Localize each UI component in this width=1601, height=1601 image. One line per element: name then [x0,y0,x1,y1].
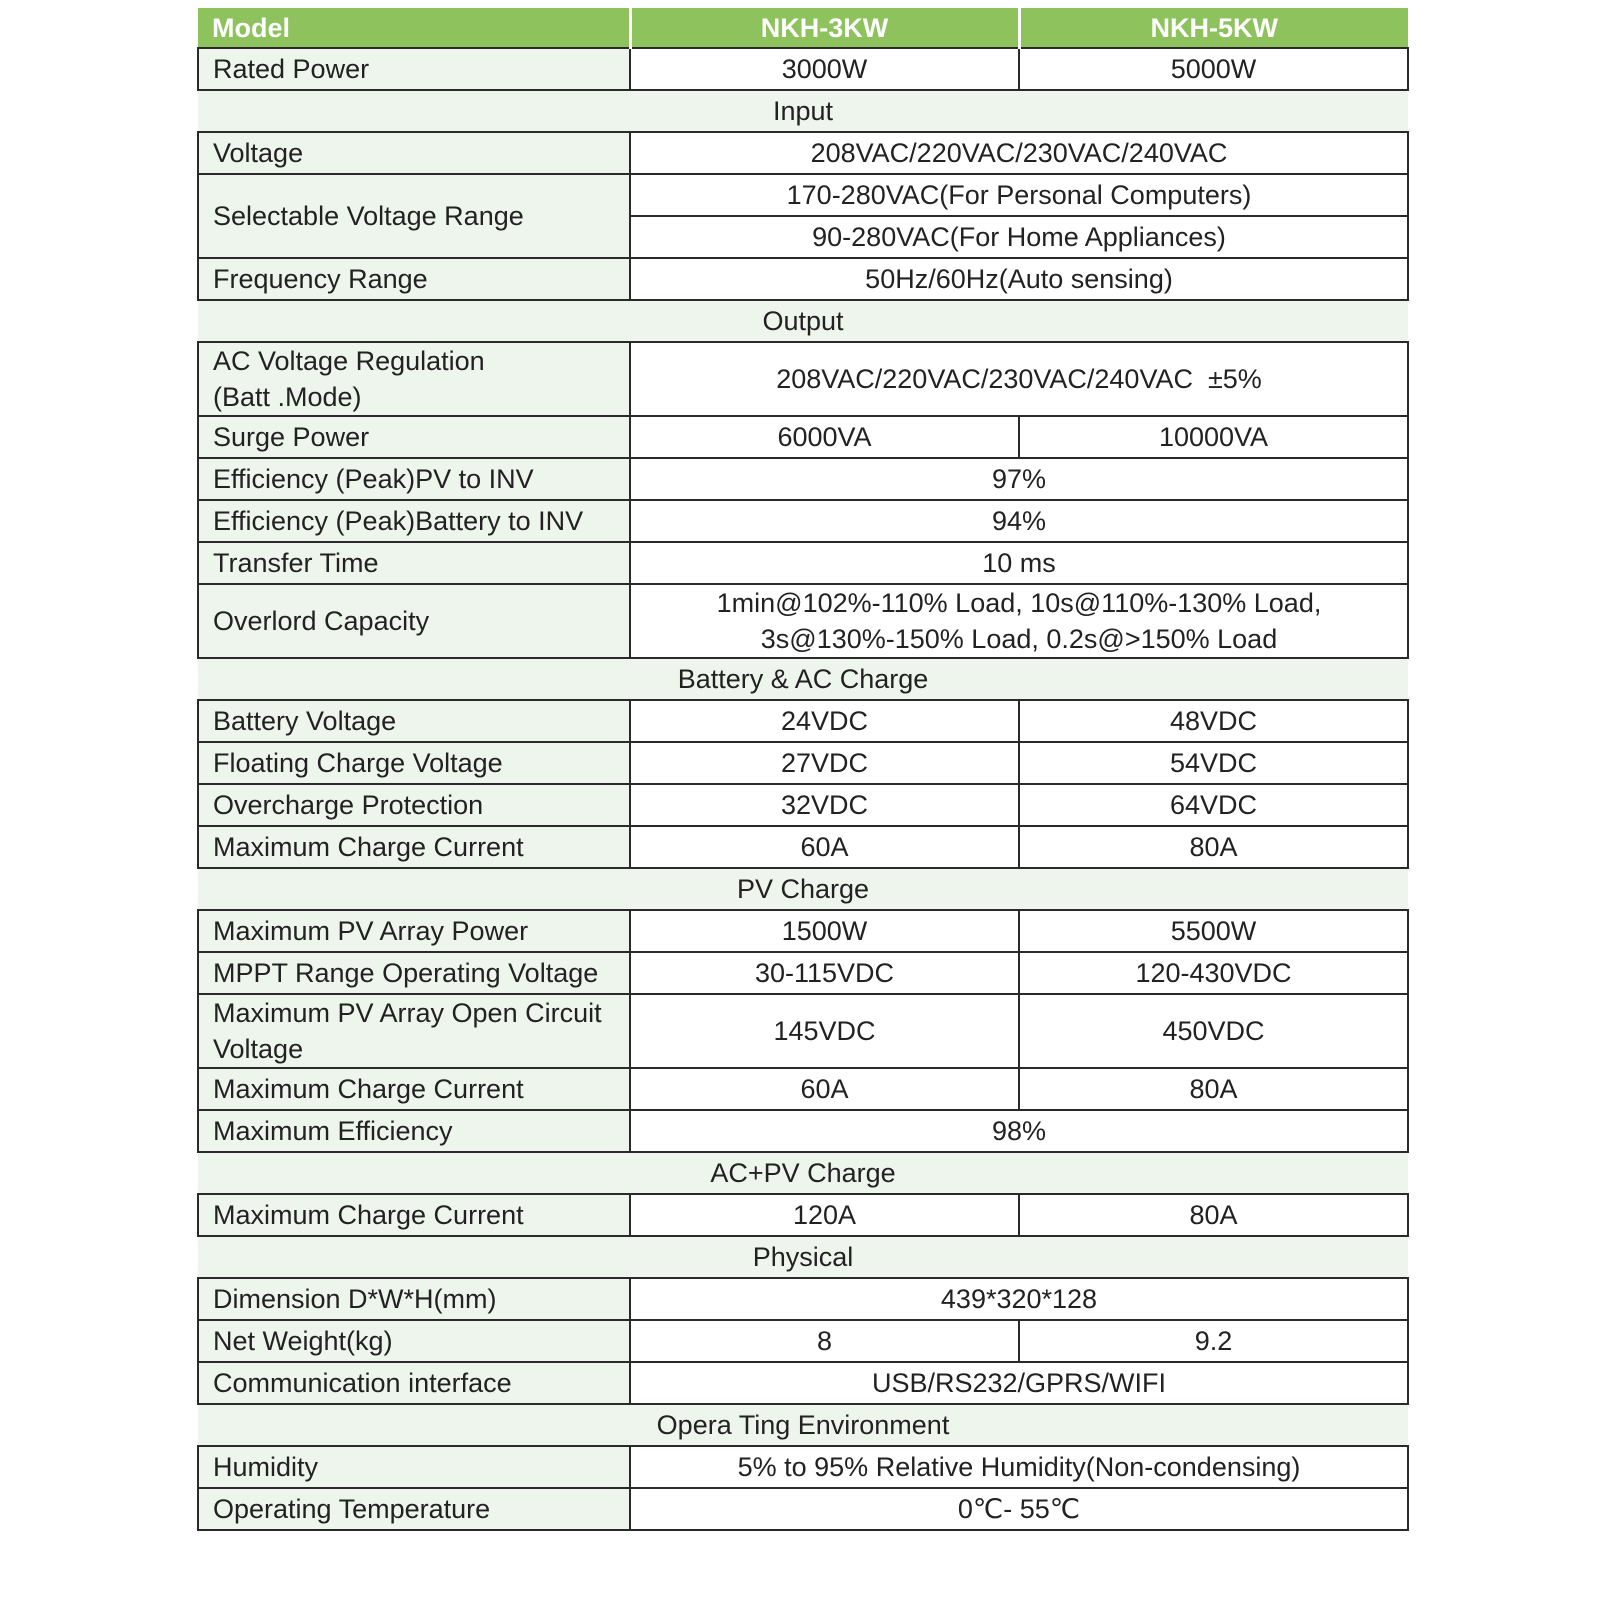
row-label-line-2: Voltage [213,1034,304,1064]
table-row-frequency [198,258,1408,300]
row-label: Floating Charge Voltage [198,742,630,784]
row-value-a: 8 [630,1320,1019,1362]
table-row-floating-voltage [198,742,1408,784]
row-label: Selectable Voltage Range [198,174,630,258]
row-value-2: 90-280VAC(For Home Appliances) [630,216,1408,258]
section-pv [198,868,1408,910]
row-label: Transfer Time [198,542,630,584]
row-label: MPPT Range Operating Voltage [198,952,630,994]
table-row-temperature [198,1488,1408,1530]
row-value-b: 48VDC [1019,700,1408,742]
row-value-b: 5000W [1019,48,1408,90]
row-value-a: 60A [630,826,1019,868]
section-title: Input [198,90,1408,132]
table-row-voltage [198,132,1408,174]
header-model-a: NKH-3KW [630,8,1019,48]
section-acpv [198,1152,1408,1194]
row-label: Overlord Capacity [198,584,630,658]
row-value [630,584,1408,658]
table-row-transfer-time [198,542,1408,584]
row-value-b: 80A [1019,826,1408,868]
table-row-pv-max-current [198,1068,1408,1110]
table-row-mppt-range [198,952,1408,994]
header-model-b: NKH-5KW [1019,8,1408,48]
section-physical [198,1236,1408,1278]
header-row [198,8,1408,48]
section-battery [198,658,1408,700]
table-row-eff-batt [198,500,1408,542]
table-row-acpv-max-current [198,1194,1408,1236]
row-label: Frequency Range [198,258,630,300]
table-row-overcharge [198,784,1408,826]
row-label: Maximum Charge Current [198,826,630,868]
row-value-a: 145VDC [630,994,1019,1068]
row-value-b: 9.2 [1019,1320,1408,1362]
row-value-a: 1500W [630,910,1019,952]
row-value-b: 64VDC [1019,784,1408,826]
row-value-a: 3000W [630,48,1019,90]
spec-table [197,8,1409,1531]
row-value-b: 450VDC [1019,994,1408,1068]
table-row-max-efficiency [198,1110,1408,1152]
row-label: Net Weight(kg) [198,1320,630,1362]
row-label: Maximum PV Array Power [198,910,630,952]
row-label: Maximum Efficiency [198,1110,630,1152]
section-environment [198,1404,1408,1446]
section-title: Output [198,300,1408,342]
row-value: 10 ms [630,542,1408,584]
row-value-a: 24VDC [630,700,1019,742]
table-row-net-weight [198,1320,1408,1362]
row-label: Dimension D*W*H(mm) [198,1278,630,1320]
section-output [198,300,1408,342]
row-label: Efficiency (Peak)PV to INV [198,458,630,500]
row-label-line-1: Maximum PV Array Open Circuit [213,998,602,1028]
table-row-overload [198,584,1408,658]
row-value: USB/RS232/GPRS/WIFI [630,1362,1408,1404]
row-label: Battery Voltage [198,700,630,742]
row-value: 0℃- 55℃ [630,1488,1408,1530]
row-value-b: 54VDC [1019,742,1408,784]
table-row-battery-voltage [198,700,1408,742]
table-row-eff-pv [198,458,1408,500]
row-label: Humidity [198,1446,630,1488]
table-row-selectable-range [198,174,1408,216]
row-label: Efficiency (Peak)Battery to INV [198,500,630,542]
table-row-humidity [198,1446,1408,1488]
row-label: Operating Temperature [198,1488,630,1530]
row-value: 50Hz/60Hz(Auto sensing) [630,258,1408,300]
row-label: Rated Power [198,48,630,90]
row-label: Maximum Charge Current [198,1194,630,1236]
row-value-a: 120A [630,1194,1019,1236]
row-value-a: 60A [630,1068,1019,1110]
row-label: Overcharge Protection [198,784,630,826]
table-row-ac-regulation [198,342,1408,416]
row-label [198,342,630,416]
row-value-a: 6000VA [630,416,1019,458]
row-value-b: 80A [1019,1068,1408,1110]
table-row-pv-array-power [198,910,1408,952]
row-value-line-1: 1min@102%-110% Load, 10s@110%-130% Load, [716,588,1322,618]
row-value-a: 32VDC [630,784,1019,826]
row-value-a: 27VDC [630,742,1019,784]
row-label: Surge Power [198,416,630,458]
row-value: 94% [630,500,1408,542]
row-value-b: 80A [1019,1194,1408,1236]
row-value: 98% [630,1110,1408,1152]
table-row-open-circuit [198,994,1408,1068]
row-value-b: 120-430VDC [1019,952,1408,994]
row-value-b: 10000VA [1019,416,1408,458]
section-title: Battery & AC Charge [198,658,1408,700]
table-row-rated-power [198,48,1408,90]
table-row-surge-power [198,416,1408,458]
row-label: Voltage [198,132,630,174]
row-value-a: 30-115VDC [630,952,1019,994]
table-row-battery-max-current [198,826,1408,868]
row-value: 5% to 95% Relative Humidity(Non-condensing) [630,1446,1408,1488]
section-title: Opera Ting Environment [198,1404,1408,1446]
section-title: Physical [198,1236,1408,1278]
row-value-1: 170-280VAC(For Personal Computers) [630,174,1408,216]
row-value: 208VAC/220VAC/230VAC/240VAC ±5% [630,342,1408,416]
row-label: Maximum Charge Current [198,1068,630,1110]
row-value: 208VAC/220VAC/230VAC/240VAC [630,132,1408,174]
header-model-label: Model [198,8,630,48]
row-value-line-2: 3s@130%-150% Load, 0.2s@>150% Load [760,624,1278,654]
row-label [198,994,630,1068]
row-value: 97% [630,458,1408,500]
row-label: Communication interface [198,1362,630,1404]
row-label-line-1: AC Voltage Regulation [213,346,485,376]
section-input [198,90,1408,132]
row-label-line-2: (Batt .Mode) [213,382,362,412]
section-title: PV Charge [198,868,1408,910]
table-row-communication [198,1362,1408,1404]
table-row-dimension [198,1278,1408,1320]
section-title: AC+PV Charge [198,1152,1408,1194]
row-value: 439*320*128 [630,1278,1408,1320]
row-value-b: 5500W [1019,910,1408,952]
